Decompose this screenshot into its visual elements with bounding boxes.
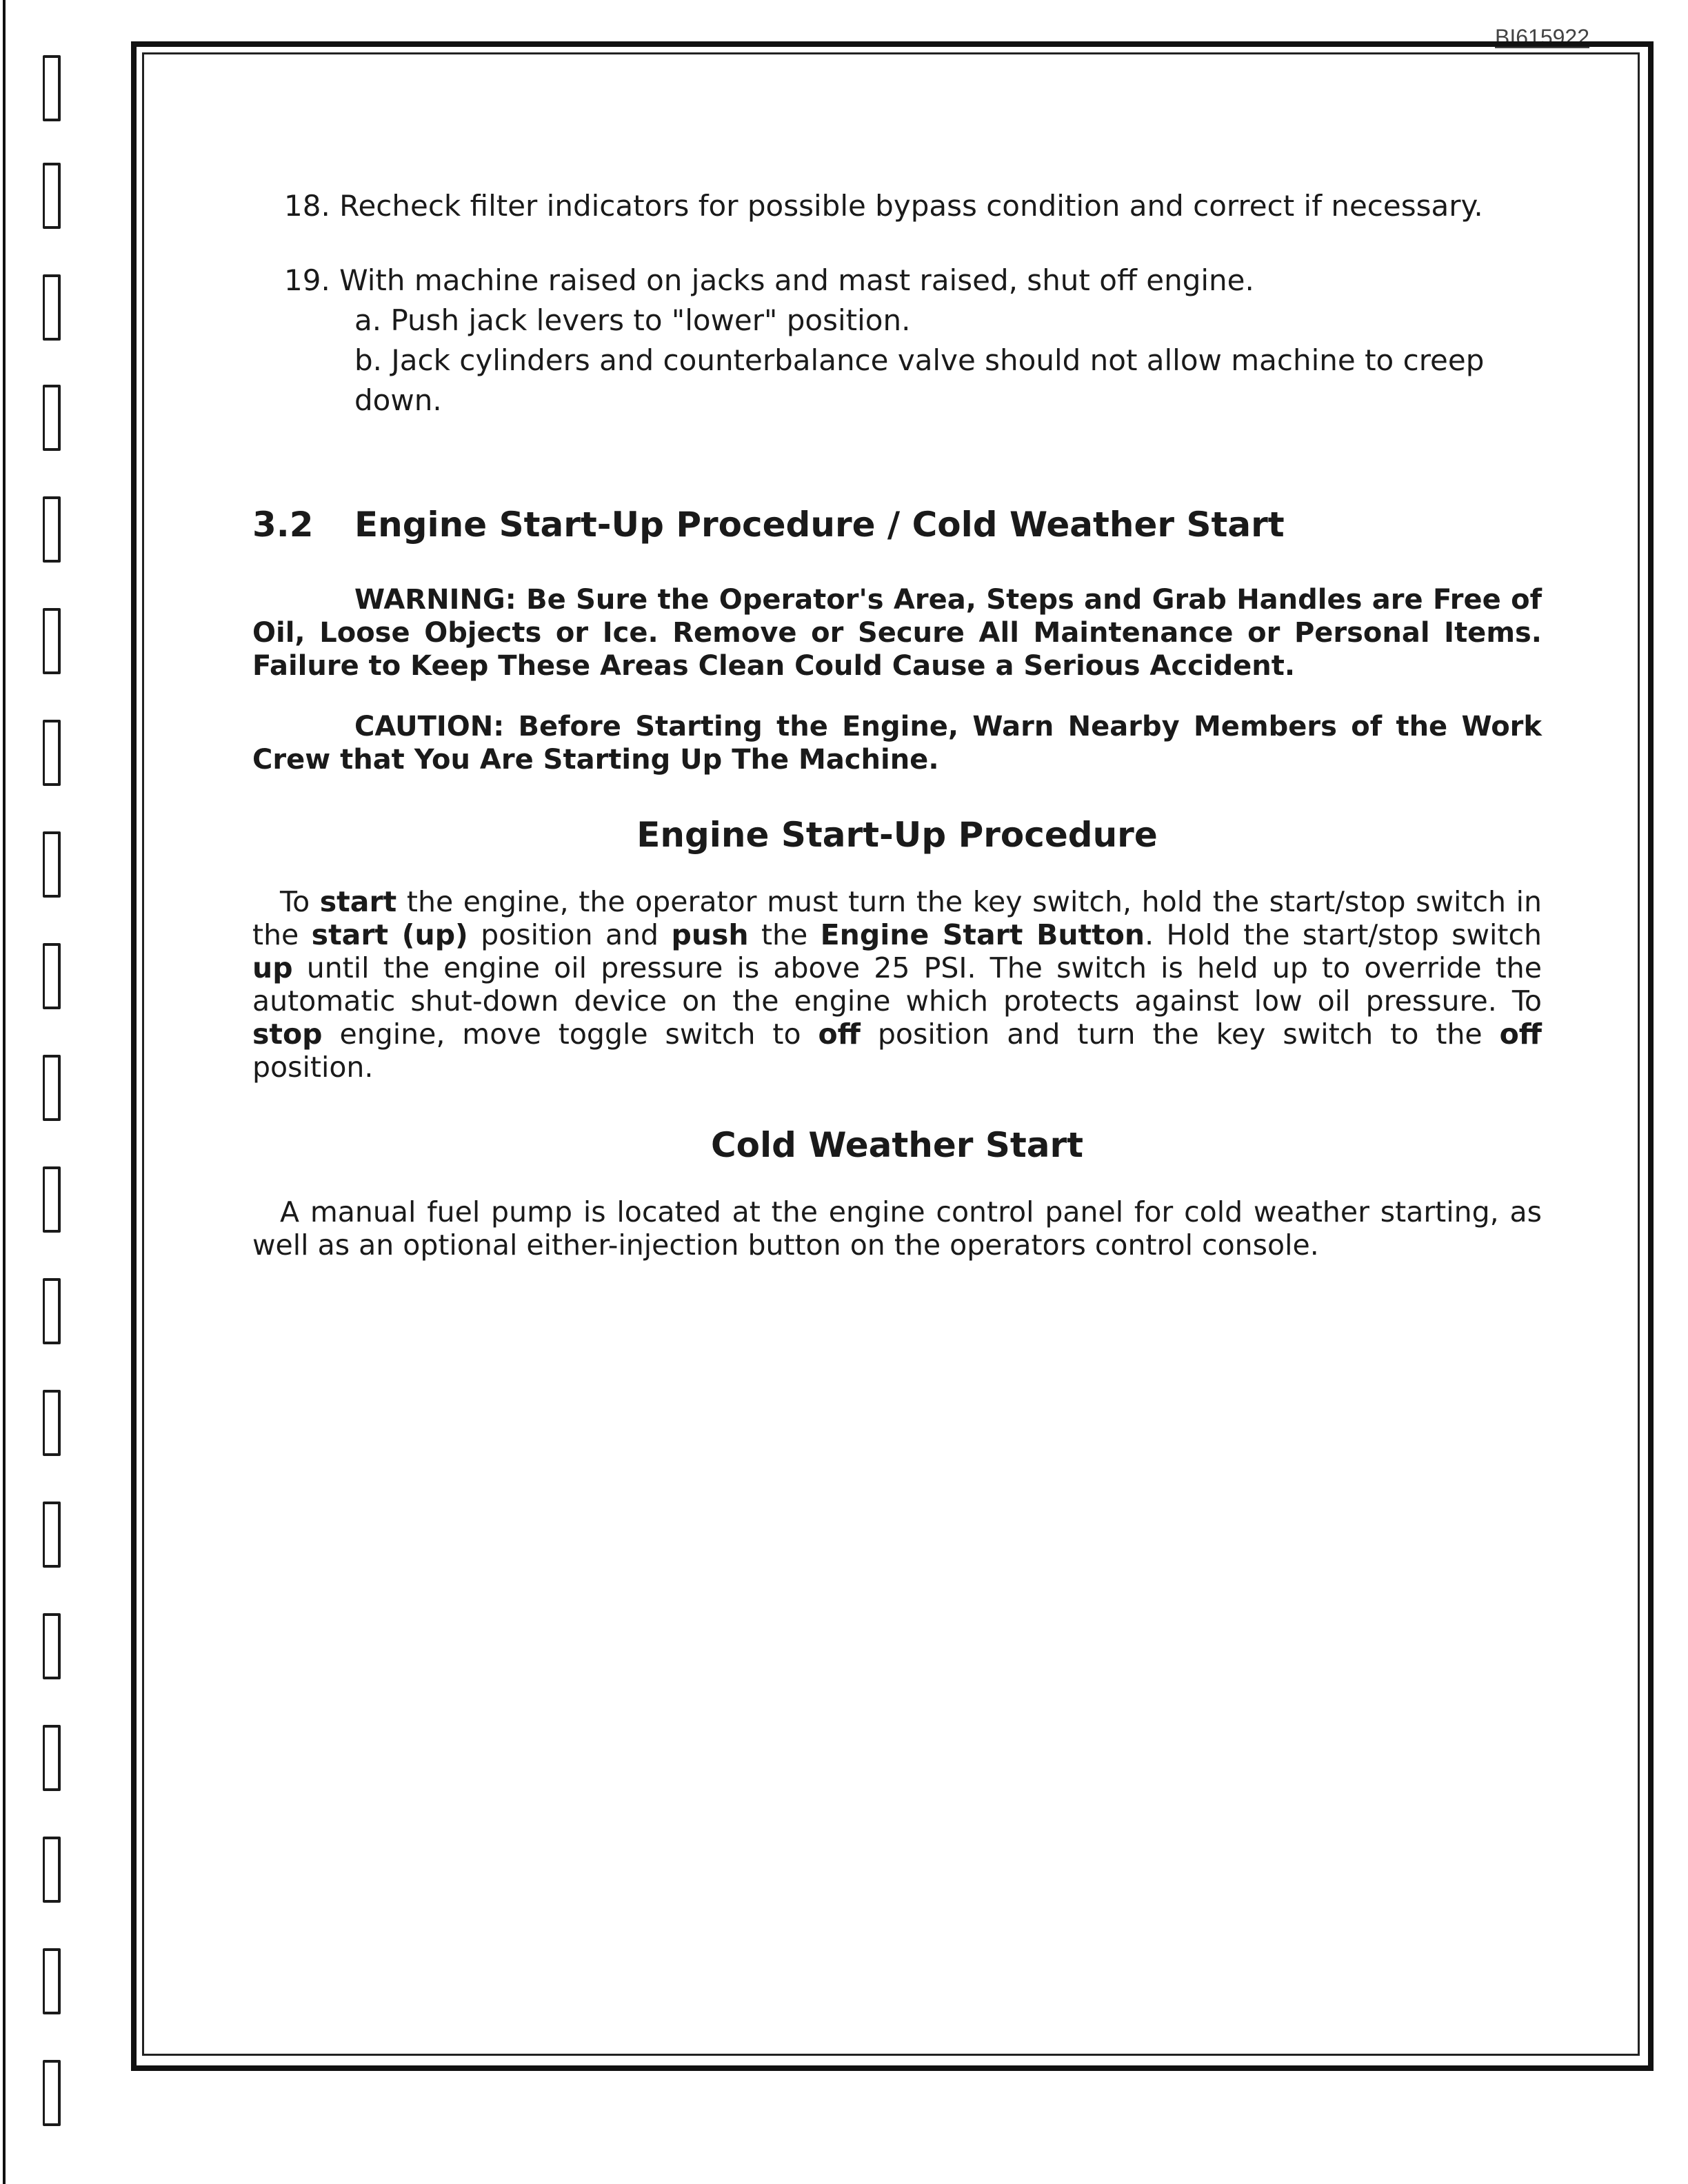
binder-hole bbox=[43, 1390, 61, 1456]
binder-hole bbox=[43, 831, 61, 898]
binder-hole bbox=[43, 608, 61, 674]
caution-notice: CAUTION: Before Starting the Engine, Warn Nearby Members of the Work Crew that You Are Starting Up The Machine. bbox=[252, 711, 1542, 776]
cold-weather-heading: Cold Weather Start bbox=[710, 1125, 1084, 1165]
document-id: BI615922 bbox=[1495, 25, 1590, 50]
binder-hole bbox=[43, 1278, 61, 1344]
section-heading bbox=[252, 502, 1542, 547]
binder-hole bbox=[43, 2060, 61, 2126]
warning-notice: WARNING: Be Sure the Operator's Area, Steps and Grab Handles are Free of Oil, Loose Objects or Ice. Remove or Secure All Maintenance or Personal Items. Failure to Keep These Areas Clean Could Cause a Serious Accident. bbox=[252, 584, 1542, 682]
binder-hole bbox=[43, 496, 61, 563]
binder-hole bbox=[43, 1725, 61, 1791]
sub-step-item: b. Jack cylinders and counterbalance valve should not allow machine to creep down. bbox=[354, 343, 1485, 417]
binder-hole bbox=[43, 1948, 61, 2014]
binder-hole bbox=[43, 943, 61, 1009]
binder-hole bbox=[43, 1837, 61, 1903]
section-number: 3.2 bbox=[252, 505, 314, 545]
binder-hole bbox=[43, 1055, 61, 1121]
instruction-item: 19. With machine raised on jacks and mast raised, shut off engine. bbox=[284, 263, 1254, 297]
binder-hole bbox=[43, 1166, 61, 1233]
page-edge-rule bbox=[3, 0, 6, 2184]
instruction-item: 18. Recheck filter indicators for possible bypass condition and correct if necessary. bbox=[284, 189, 1483, 223]
startup-paragraph: To start the engine, the operator must turn the key switch, hold the start/stop switch in the start (up) position and push the Engine Start Button. Hold the start/stop switch up until the engine oil pressure is above 25 PSI. The switch is held up to override the automatic shut-down device on the engine which protects against low oil pressure. To stop engine, move toggle switch to off position and turn the key switch to the off position. bbox=[252, 885, 1542, 1084]
startup-heading: Engine Start-Up Procedure bbox=[636, 815, 1158, 855]
binder-hole bbox=[43, 55, 61, 121]
binder-hole bbox=[43, 1502, 61, 1568]
section-title: Engine Start-Up Procedure / Cold Weather Start bbox=[354, 505, 1285, 545]
binder-hole bbox=[43, 163, 61, 229]
binder-hole bbox=[43, 274, 61, 341]
page-content bbox=[252, 186, 1542, 1262]
binder-holes bbox=[37, 41, 79, 2165]
binder-hole bbox=[43, 385, 61, 451]
cold-weather-paragraph: A manual fuel pump is located at the engine control panel for cold weather starting, as well as an optional either-injection button on the operators control console. bbox=[252, 1195, 1542, 1262]
binder-hole bbox=[43, 1613, 61, 1679]
sub-step-item: a. Push jack levers to "lower" position. bbox=[354, 303, 911, 337]
binder-hole bbox=[43, 720, 61, 786]
